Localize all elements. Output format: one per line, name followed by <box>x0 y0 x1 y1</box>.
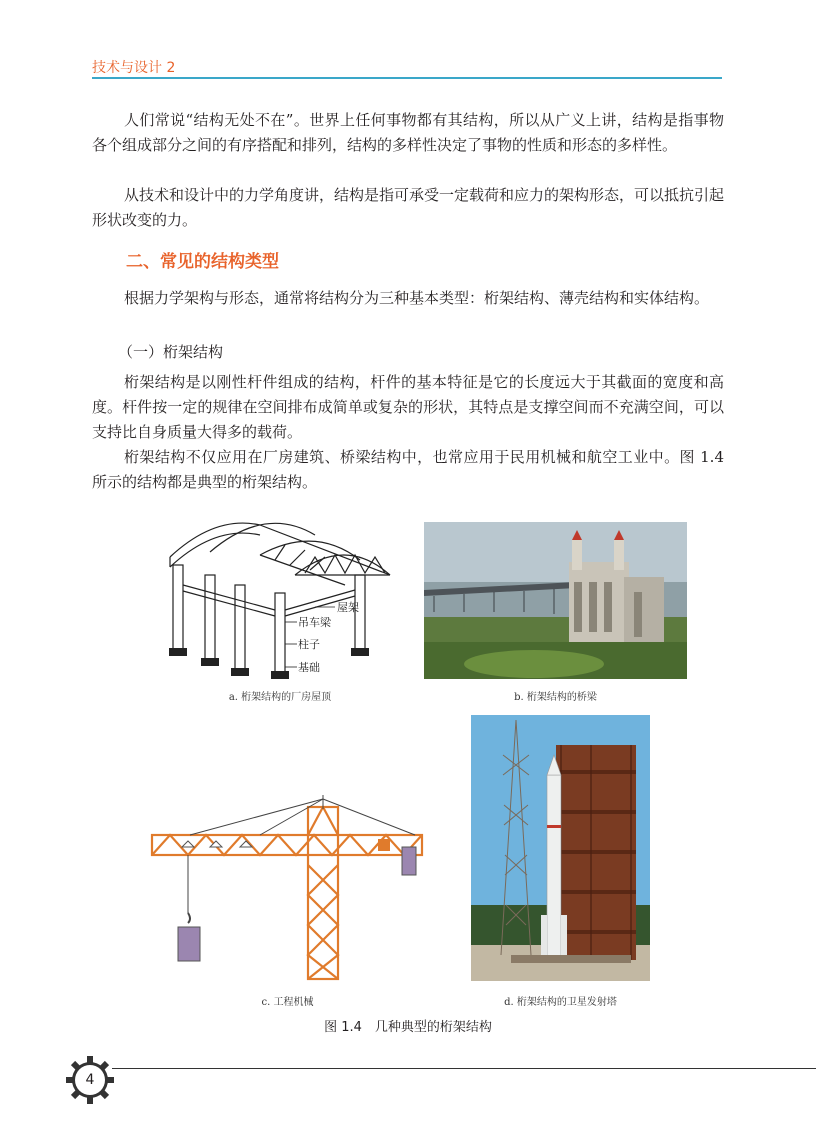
tower-crane-illustration <box>150 795 425 981</box>
page-number: 4 <box>85 1072 95 1088</box>
truss-bridge-photo <box>424 522 687 679</box>
figure-caption: 图 1.4 几种典型的桁架结构 <box>324 1020 492 1035</box>
paragraph-mechanics-definition: 从技术和设计中的力学角度讲，结构是指可承受一定载荷和应力的架构形态，可以抵抗引起形状改变的力。 <box>92 186 725 229</box>
label-crane-beam: 吊车梁 <box>298 616 331 629</box>
paragraph-truss-definition: 桁架结构是以刚性杆件组成的结构，杆件的基本特征是它的长度远大于其截面的宽度和高度。杆件按一定的规律在空间排布成简单或复杂的形状，其特点是支撑空间而不充满空间，可以支持比自身质量大得多的载荷。 <box>92 373 724 441</box>
satellite-launch-tower-photo <box>471 715 650 981</box>
label-foundation: 基础 <box>298 661 320 674</box>
caption-b: b. 桁架结构的桥梁 <box>514 692 597 703</box>
paragraph-truss-applications: 桁架结构不仅应用在厂房建筑、桥梁结构中，也常应用于民用机械和航空工业中。图 1.4 所示的结构都是典型的桁架结构。 <box>92 448 724 491</box>
subsection-title: （一）桁架结构 <box>118 343 224 361</box>
caption-c: c. 工程机械 <box>261 997 314 1008</box>
header-rule <box>92 77 722 79</box>
label-roof-truss: 屋架 <box>337 601 359 614</box>
running-header: 技术与设计 2 <box>92 60 176 76</box>
section-title: 二、常见的结构类型 <box>126 252 279 272</box>
paragraph-structure-definition: 人们常说“结构无处不在”。世界上任何事物都有其结构，所以从广义上讲，结构是指事物各个组成部分之间的有序搭配和排列，结构的多样性决定了事物的性质和形态的多样性。 <box>92 111 724 154</box>
footer-rule <box>112 1068 816 1069</box>
caption-a: a. 桁架结构的厂房屋顶 <box>228 692 332 703</box>
factory-roof-truss-illustration <box>165 505 395 680</box>
label-column: 柱子 <box>298 638 320 651</box>
paragraph-structure-types: 根据力学架构与形态，通常将结构分为三种基本类型：桁架结构、薄壳结构和实体结构。 <box>124 289 710 307</box>
caption-d: d. 桁架结构的卫星发射塔 <box>504 997 617 1008</box>
